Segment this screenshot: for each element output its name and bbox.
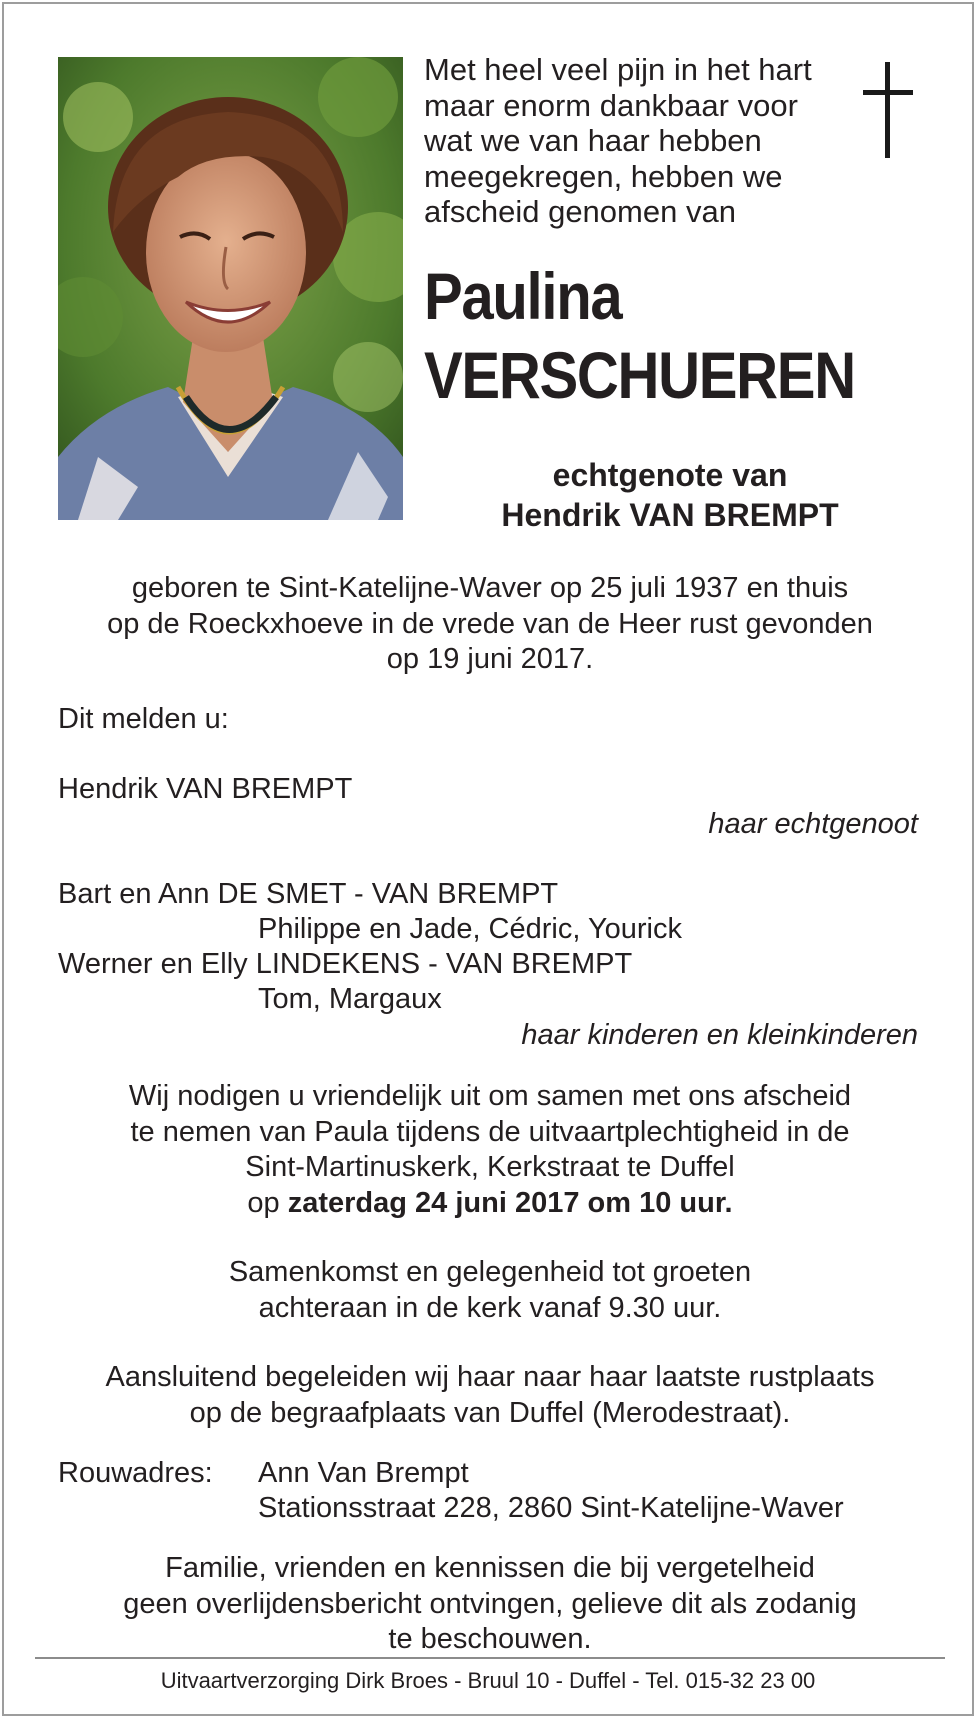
gathering-text: [40, 1255, 940, 1326]
intro-line: afscheid genomen van: [424, 194, 736, 229]
intro-text: [424, 52, 844, 230]
husband-relation: haar echtgenoot: [708, 808, 918, 840]
gathering-line: Samenkomst en gelegenheid tot groeten: [228, 1256, 752, 1288]
spouse-label: echtgenote van: [552, 457, 788, 493]
birth-death-line: op de Roeckxhoeve in de vrede van de Heer rust gevonden: [107, 607, 873, 640]
husband-name: Hendrik VAN BREMPT: [58, 773, 353, 805]
footer-divider: [35, 1657, 945, 1659]
deceased-last-name: VERSCHUEREN: [424, 338, 855, 412]
closing-line: geen overlijdensbericht ontvingen, gelieve dit als zodanig: [123, 1587, 857, 1620]
date-bold: zaterdag 24 juni 2017 om 10 uur.: [287, 1186, 733, 1219]
closing-line: Familie, vrienden en kennissen die bij vergetelheid: [165, 1552, 815, 1584]
address-street: Stationsstraat 228, 2860 Sint-Katelijne-Waver: [258, 1492, 844, 1524]
invitation-text: [40, 1079, 940, 1221]
family-1-kids: Philippe en Jade, Cédric, Yourick: [258, 913, 682, 945]
invitation-line: te nemen van Paula tijdens de uitvaartplechtigheid in de: [130, 1115, 850, 1148]
birth-death-line: geboren te Sint-Katelijne-Waver op 25 juli 1937 en thuis: [131, 572, 849, 604]
burial-line: op de begraafplaats van Duffel (Merodestraat).: [189, 1396, 791, 1429]
burial-text: [40, 1360, 940, 1431]
birth-death-line: op 19 juni 2017.: [386, 643, 594, 675]
cross-icon: [858, 60, 918, 160]
burial-line: Aansluitend begeleiden wij haar naar haar laatste rustplaats: [105, 1361, 875, 1393]
spouse-block: [440, 455, 900, 535]
closing-line: te beschouwen.: [388, 1623, 592, 1655]
intro-line: meegekregen, hebben we: [424, 158, 783, 194]
intro-line: wat we van haar hebben: [424, 123, 762, 158]
address-label: Rouwadres:: [58, 1457, 213, 1489]
family-2-kids: Tom, Margaux: [258, 983, 442, 1015]
invitation-date: [40, 1186, 940, 1222]
announce-label: Dit melden u:: [58, 703, 229, 735]
invitation-line: Sint-Martinuskerk, Kerkstraat te Duffel: [245, 1151, 735, 1183]
footer-text: Uitvaartverzorging Dirk Broes - Bruul 10 - Duffel - Tel. 015-32 23 00: [160, 1668, 816, 1693]
intro-line: Met heel veel pijn in het hart: [424, 52, 812, 87]
spouse-name: Hendrik VAN BREMPT: [501, 497, 839, 533]
date-prefix: op: [247, 1186, 280, 1219]
children-relation: haar kinderen en kleinkinderen: [521, 1019, 918, 1051]
family-2: Werner en Elly LINDEKENS - VAN BREMPT: [58, 948, 633, 980]
family-1: Bart en Ann DE SMET - VAN BREMPT: [58, 878, 559, 910]
birth-death-text: [40, 571, 940, 678]
address-name: Ann Van Brempt: [258, 1457, 469, 1489]
invitation-line: Wij nodigen u vriendelijk uit om samen met ons afscheid: [128, 1080, 852, 1112]
intro-line: maar enorm dankbaar voor: [424, 87, 798, 123]
deceased-first-name: Paulina: [424, 259, 622, 333]
closing-text: [40, 1551, 940, 1658]
portrait-photo: [58, 57, 403, 520]
gathering-line: achteraan in de kerk vanaf 9.30 uur.: [258, 1291, 722, 1324]
